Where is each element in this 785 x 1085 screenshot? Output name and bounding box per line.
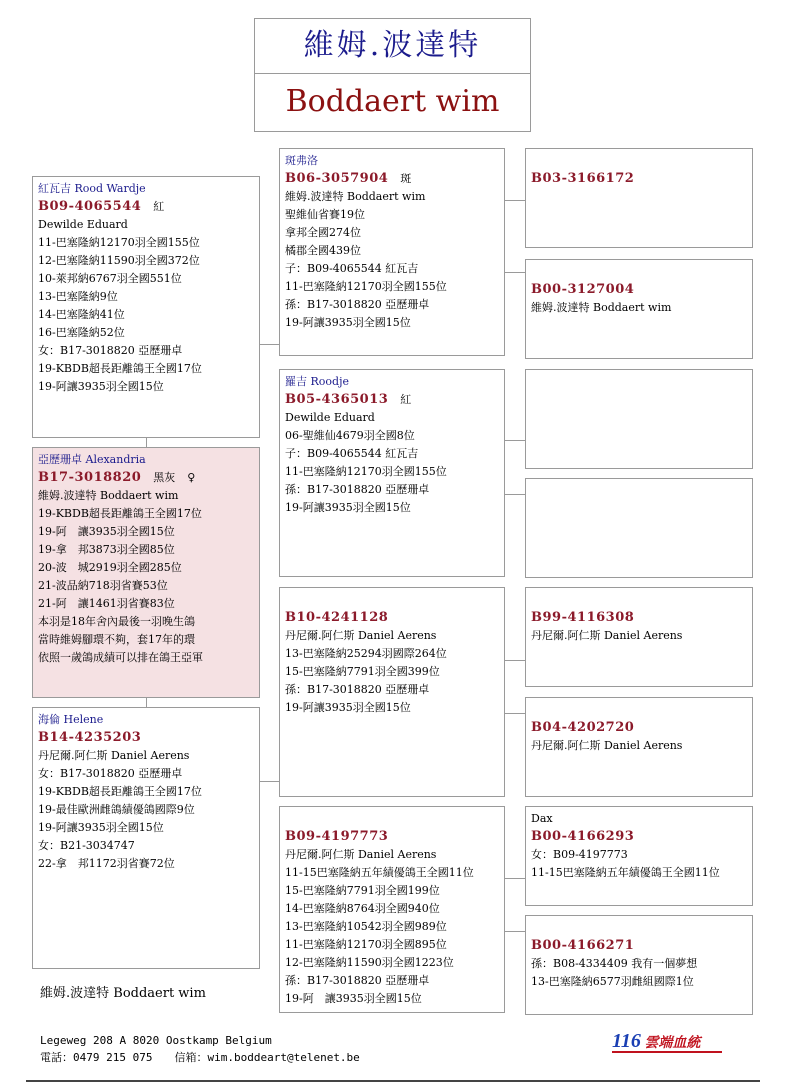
sire-name: 紅瓦吉 Rood Wardje bbox=[38, 182, 146, 195]
ggp-ring-8: B00-4166271 bbox=[531, 938, 635, 953]
ggp-name-7: Dax bbox=[531, 812, 553, 825]
ggp-ring-2: B00-3127004 bbox=[531, 282, 635, 297]
dam-card bbox=[32, 707, 260, 969]
ggp-ring-6: B04-4202720 bbox=[531, 720, 635, 735]
subject-card bbox=[32, 447, 260, 698]
ggp-card-8: B00-4166271 孫：B08-4334409 我有一個夢想 13-巴塞隆納6577羽雌組國際1位 bbox=[525, 915, 753, 1015]
dam-ring: B14-4235203 bbox=[38, 730, 142, 745]
connector-subject-dam bbox=[146, 697, 147, 707]
logo bbox=[612, 1030, 722, 1058]
dam-dam-card bbox=[279, 806, 505, 1013]
ggp-card-5: B99-4116308 丹尼爾.阿仁斯 Daniel Aerens bbox=[525, 587, 753, 687]
logo-number: 116 bbox=[612, 1030, 641, 1052]
sire-ring: B09-4065544 紅 bbox=[38, 199, 165, 214]
sire-dam-card bbox=[279, 369, 505, 577]
ggp-card-1 bbox=[525, 148, 753, 248]
title-english: Boddaert wim bbox=[285, 84, 500, 119]
connector-g3-1 bbox=[505, 200, 525, 201]
email-address: wim.boddeart@telenet.be bbox=[207, 1051, 360, 1064]
dam-sire-ring: B10-4241128 bbox=[285, 610, 389, 625]
title-chinese: 維姆.波達特 bbox=[303, 28, 482, 63]
footer-address: Legeweg 208 A 8020 Oostkamp Belgium bbox=[40, 1034, 272, 1047]
ggp-card-4 bbox=[525, 478, 753, 578]
connector-g3-6 bbox=[505, 713, 525, 714]
connector-g3-7 bbox=[505, 878, 525, 879]
ggp-ring-1: B03-3166172 bbox=[531, 171, 635, 186]
sire-dam-ring: B05-4365013 紅 bbox=[285, 392, 412, 407]
sire-sire-name: 斑弗洛 bbox=[285, 154, 318, 167]
sire-sire-ring: B06-3057904 斑 bbox=[285, 171, 412, 186]
bottom-rule bbox=[26, 1080, 760, 1082]
ggp-card-2: B00-3127004 維姆.波達特 Boddaert wim bbox=[525, 259, 753, 359]
dam-name: 海倫 Helene bbox=[38, 713, 104, 726]
connector-g3-2 bbox=[505, 272, 525, 273]
subject-name: 亞歷珊卓 Alexandria bbox=[38, 453, 146, 466]
subject-ring: B17-3018820 黑灰 ♀ bbox=[38, 470, 196, 485]
logo-text: 雲端血統 bbox=[644, 1035, 701, 1051]
subject-lines: 維姆.波達特 Boddaert wim 19-KBDB超長距離鴿王全國17位 19-阿 讓3935羽全國15位 19-拿 邦3873羽全國85位 20-波 城2919羽全國285位 21-波品納718羽省賽53位 21-阿 讓1461羽省賽83位 本羽是18年舍內最後一羽晚生鴿 當時維姆腳環不夠，套17年的環 依照一歲鴿成績可以排在鴿王亞軍 bbox=[38, 489, 203, 664]
connector-dam-parents bbox=[259, 781, 279, 782]
title-box bbox=[254, 18, 531, 132]
sire-sire-card bbox=[279, 148, 505, 356]
sire-card bbox=[32, 176, 260, 438]
owner-label: 維姆.波達特 Boddaert wim bbox=[40, 986, 206, 1001]
sire-dam-lines: Dewilde Eduard 06-聖維仙4679羽全國8位 子：B09-4065544 紅瓦吉 11-巴塞隆納12170羽全國155位 孫：B17-3018820 亞歷珊卓 19-阿讓3935羽全國15位 bbox=[285, 411, 447, 514]
ggp-card-6: B04-4202720 丹尼爾.阿仁斯 Daniel Aerens bbox=[525, 697, 753, 797]
dam-sire-card bbox=[279, 587, 505, 797]
connector-g3-5 bbox=[505, 660, 525, 661]
phone-number: 0479 215 075 bbox=[73, 1051, 153, 1064]
connector-sire-subject bbox=[146, 437, 147, 447]
dam-lines: 丹尼爾.阿仁斯 Daniel Aerens 女：B17-3018820 亞歷珊卓 19-KBDB超長距離鴿王全國17位 19-最佳歐洲雌鴿績優鴿國際9位 19-阿讓3935羽全國15位 女：B21-3034747 22-拿 邦1172羽省賽72位 bbox=[38, 749, 202, 870]
connector-g3-4 bbox=[505, 494, 525, 495]
ggp-card-3 bbox=[525, 369, 753, 469]
sire-sire-lines: 維姆.波達特 Boddaert wim 聖維仙省賽19位 拿邦全國274位 橘郡全國439位 子：B09-4065544 紅瓦吉 11-巴塞隆納12170羽全國155位 孫：B17-3018820 亞歷珊卓 19-阿讓3935羽全國15位 bbox=[285, 190, 447, 329]
ggp-ring-5: B99-4116308 bbox=[531, 610, 635, 625]
dam-sire-lines: 丹尼爾.阿仁斯 Daniel Aerens 13-巴塞隆納25294羽國際264位 15-巴塞隆納7791羽全國399位 孫：B17-3018820 亞歷珊卓 19-阿讓3935羽全國15位 bbox=[285, 629, 447, 714]
connector-g3-8 bbox=[505, 931, 525, 932]
female-symbol: ♀ bbox=[187, 471, 196, 484]
connector-sire-parents bbox=[259, 344, 279, 345]
ggp-card-7: Dax B00-4166293 女：B09-4197773 11-15巴塞隆納五年績優鴿王全國11位 bbox=[525, 806, 753, 906]
ggp-ring-7: B00-4166293 bbox=[531, 829, 635, 844]
sire-lines: Dewilde Eduard 11-巴塞隆納12170羽全國155位 12-巴塞隆納11590羽全國372位 10-萊邦納6767羽全國551位 13-巴塞隆納9位 14-巴塞隆納41位 16-巴塞隆納52位 女：B17-3018820 亞歷珊卓 19-KBDB超長距離鴿王全國17位 19-阿讓3935羽全國15位 bbox=[38, 218, 202, 393]
dam-dam-lines: 丹尼爾.阿仁斯 Daniel Aerens 11-15巴塞隆納五年績優鴿王全國11位 15-巴塞隆納7791羽全國199位 14-巴塞隆納8764羽全國940位 13-巴塞隆納10542羽全國989位 11-巴塞隆納12170羽全國895位 12-巴塞隆納11590羽全國1223位 孫：B17-3018820 亞歷珊卓 19-阿 讓3935羽全國15位 bbox=[285, 848, 474, 1005]
footer-contact: 電話：0479 215 075 信箱：wim.boddeart@telenet.be bbox=[40, 1051, 360, 1064]
connector-g3-3 bbox=[505, 440, 525, 441]
sire-dam-name: 羅吉 Roodje bbox=[285, 375, 349, 388]
dam-dam-ring: B09-4197773 bbox=[285, 829, 389, 844]
